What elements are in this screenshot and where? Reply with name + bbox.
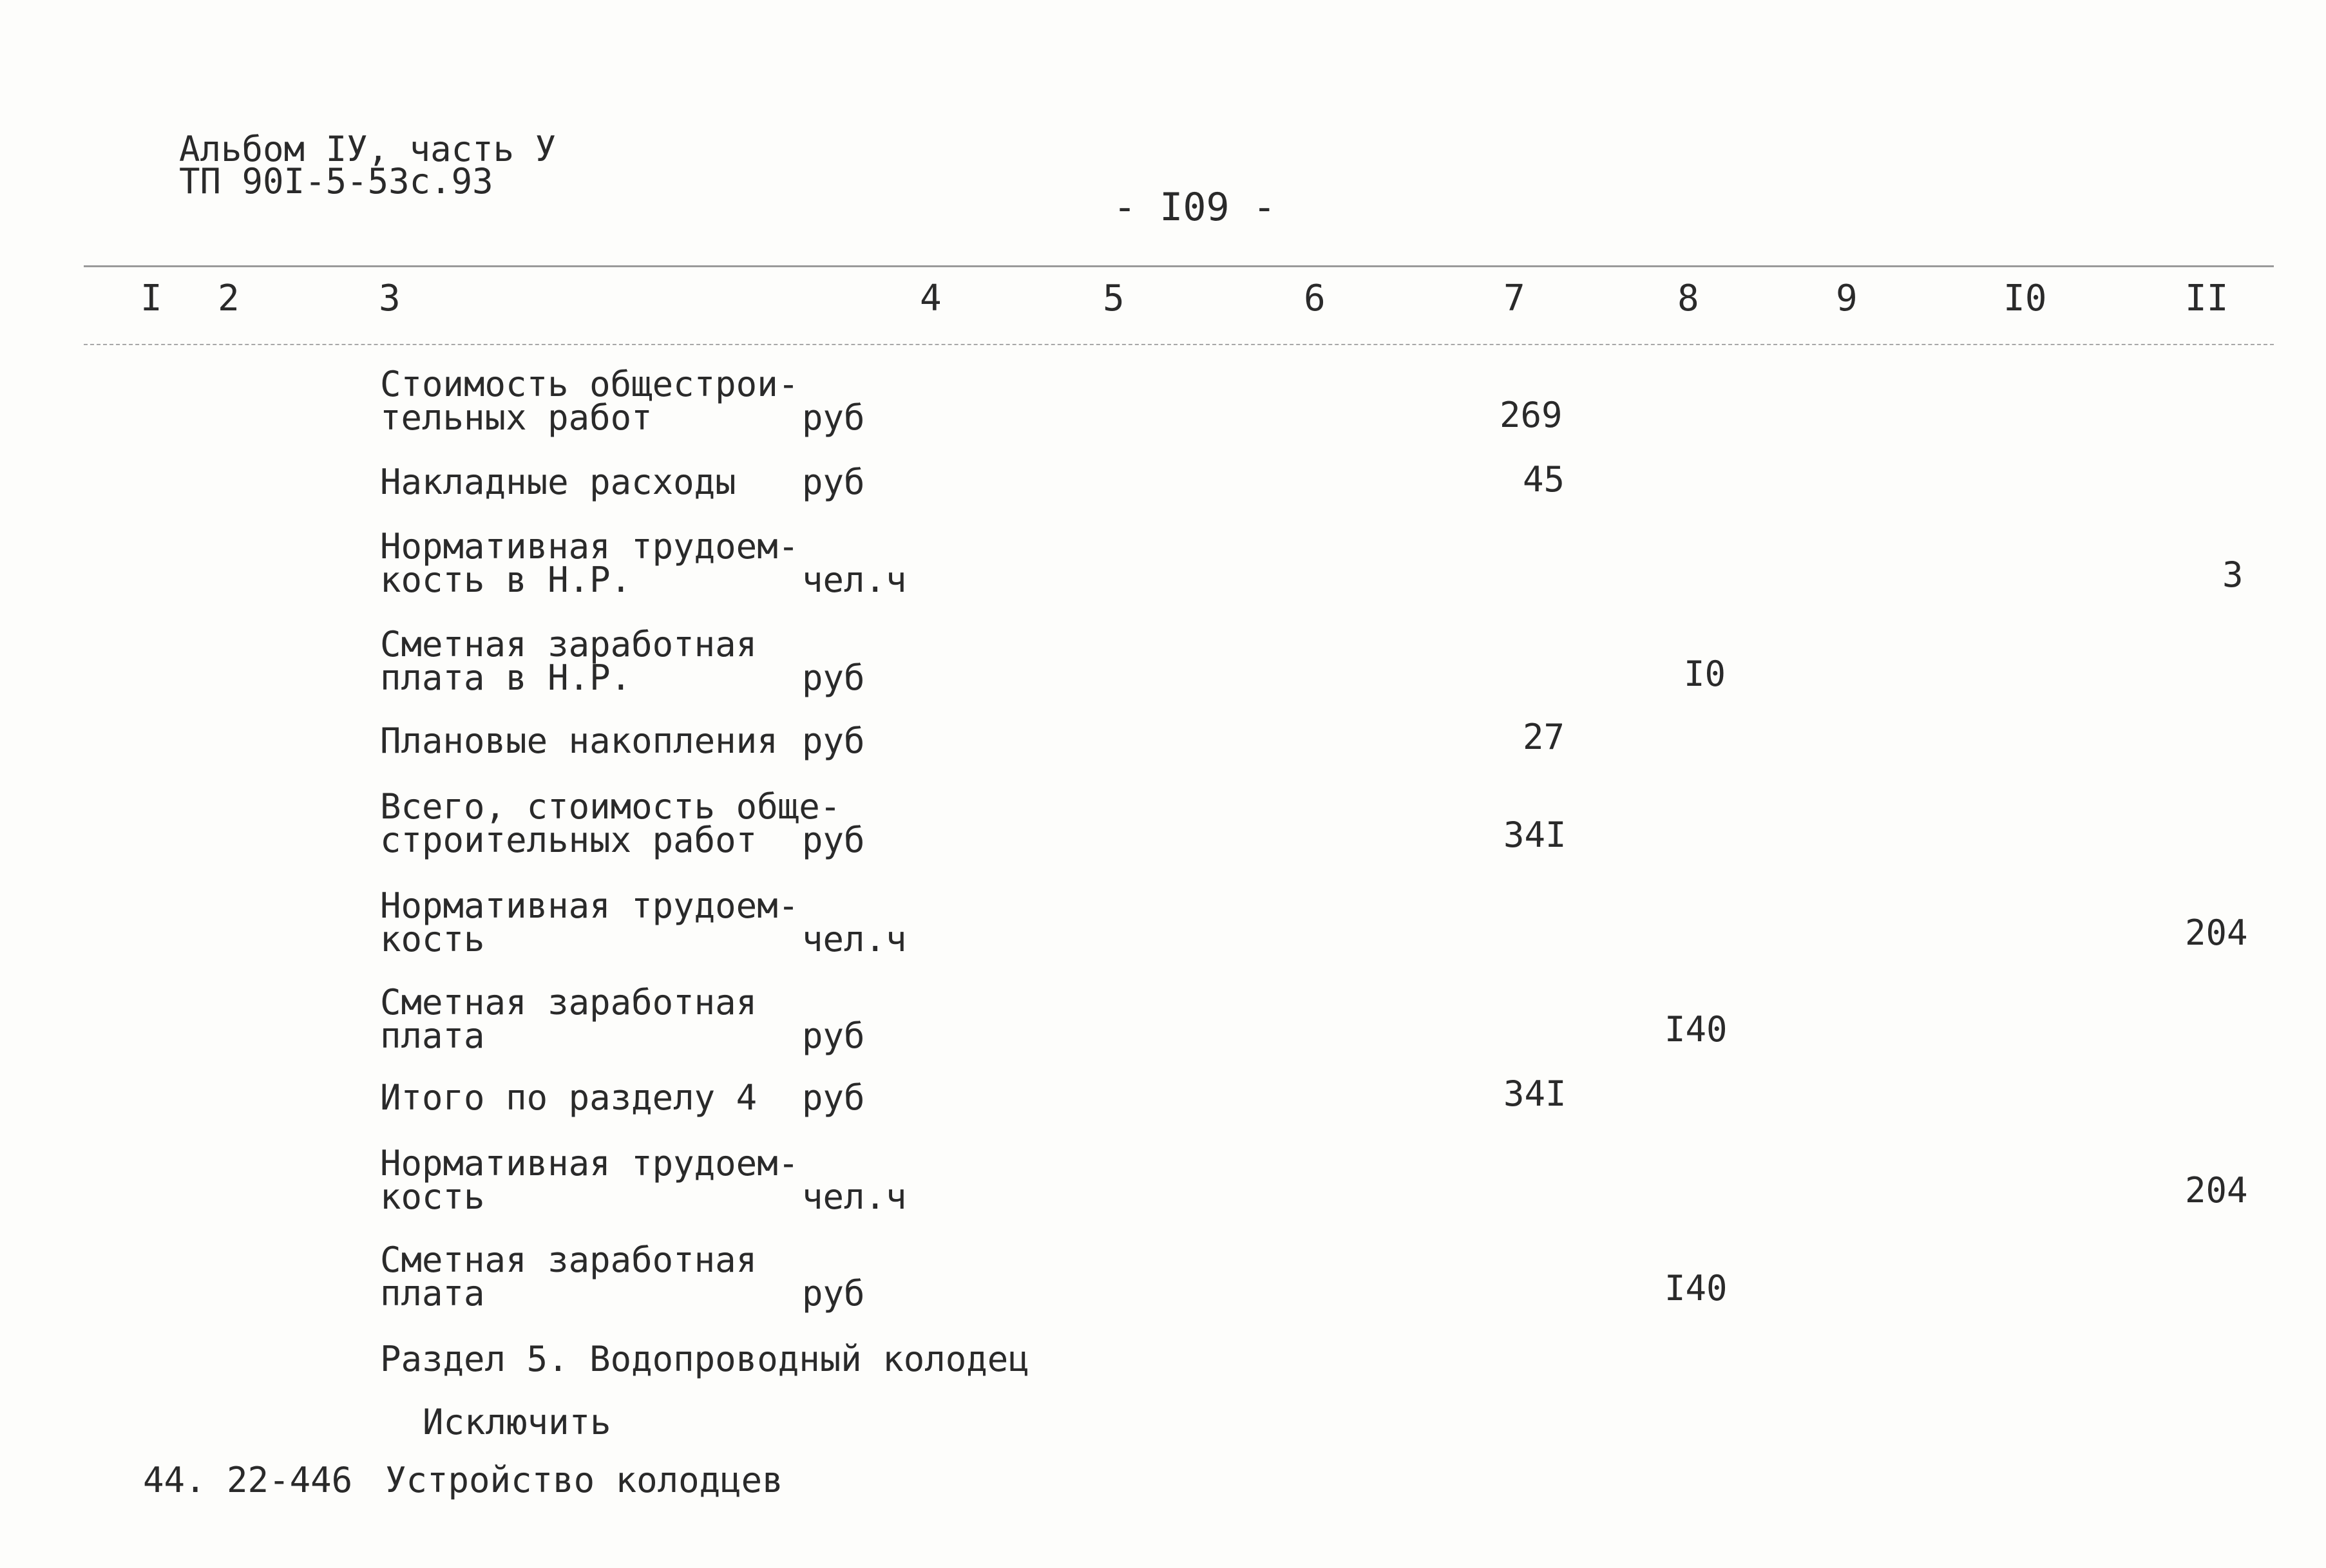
row-col8-value: I0 [1684,654,1726,694]
item-number: 44. 22-446 [143,1460,353,1500]
row-col8-value: I40 [1664,1268,1728,1308]
row-col7-value: 34I [1503,815,1567,855]
row-col11-value: 3 [2222,554,2244,595]
row-name-line1: Нормативная трудоем- [380,885,799,926]
row-unit: руб [802,721,865,761]
album-label: Альбом IУ, часть У [179,129,557,169]
row-col7-value: 45 [1523,459,1565,500]
row-unit: руб [802,1077,865,1118]
row-name-line2: плата [380,1015,485,1056]
row-unit: руб [802,657,865,698]
row-name-line2: кость в Н.Р. [380,560,632,600]
row-name-line2: тельных работ [380,397,653,438]
page-number: - I09 - [1113,185,1276,230]
col-header-1: I [140,278,162,319]
row-name-line1: Плановые накопления [380,721,778,761]
col-header-11: II [2185,278,2229,319]
row-col8-value: I40 [1664,1009,1728,1050]
col-header-8: 8 [1677,278,1699,319]
row-name-line1: Стоимость общестрои- [380,364,799,404]
col-header-3: 3 [379,278,401,319]
row-name-line1: Сметная заработная [380,624,758,665]
row-unit: чел.ч [802,560,907,600]
row-name-line2: плата в Н.Р. [380,657,632,698]
row-col11-value: 204 [2185,1170,2248,1211]
row-name-line1: Нормативная трудоем- [380,1143,799,1184]
col-header-5: 5 [1103,278,1125,319]
row-unit: руб [802,1273,865,1314]
row-name-line1: Накладные расходы [380,462,736,502]
row-name-line1: Сметная заработная [380,1240,758,1280]
col-header-2: 2 [218,278,240,319]
row-name-line1: Всего, стоимость обще- [380,786,841,827]
col-header-4: 4 [920,278,942,319]
row-col7-value: 269 [1500,395,1563,435]
row-unit: руб [802,820,865,860]
row-name-line2: строительных работ [380,820,758,860]
project-code: ТП 90I-5-53с.93 [179,161,493,202]
col-header-9: 9 [1836,278,1858,319]
header-bottom-rule [84,344,2274,345]
header-top-rule [84,265,2274,267]
row-col7-value: 34I [1503,1073,1567,1114]
row-unit: руб [802,1015,865,1056]
row-unit: руб [802,462,865,502]
row-name-line2: кость [380,919,485,959]
row-col11-value: 204 [2185,912,2248,953]
row-col7-value: 27 [1523,717,1565,757]
row-unit: чел.ч [802,1176,907,1217]
item-name: Устройство колодцев [385,1460,783,1500]
section-title: Раздел 5. Водопроводный колодец [380,1339,1029,1379]
row-name-line2: плата [380,1273,485,1314]
col-header-7: 7 [1503,278,1525,319]
col-header-6: 6 [1304,278,1326,319]
row-unit: чел.ч [802,919,907,959]
row-name-line1: Сметная заработная [380,982,758,1023]
row-unit: руб [802,397,865,438]
row-name-line1: Итого по разделу 4 [380,1077,758,1118]
row-name-line1: Нормативная трудоем- [380,526,799,567]
row-name-line2: кость [380,1176,485,1217]
col-header-10: I0 [2003,278,2047,319]
exclude-label: Исключить [423,1402,611,1442]
